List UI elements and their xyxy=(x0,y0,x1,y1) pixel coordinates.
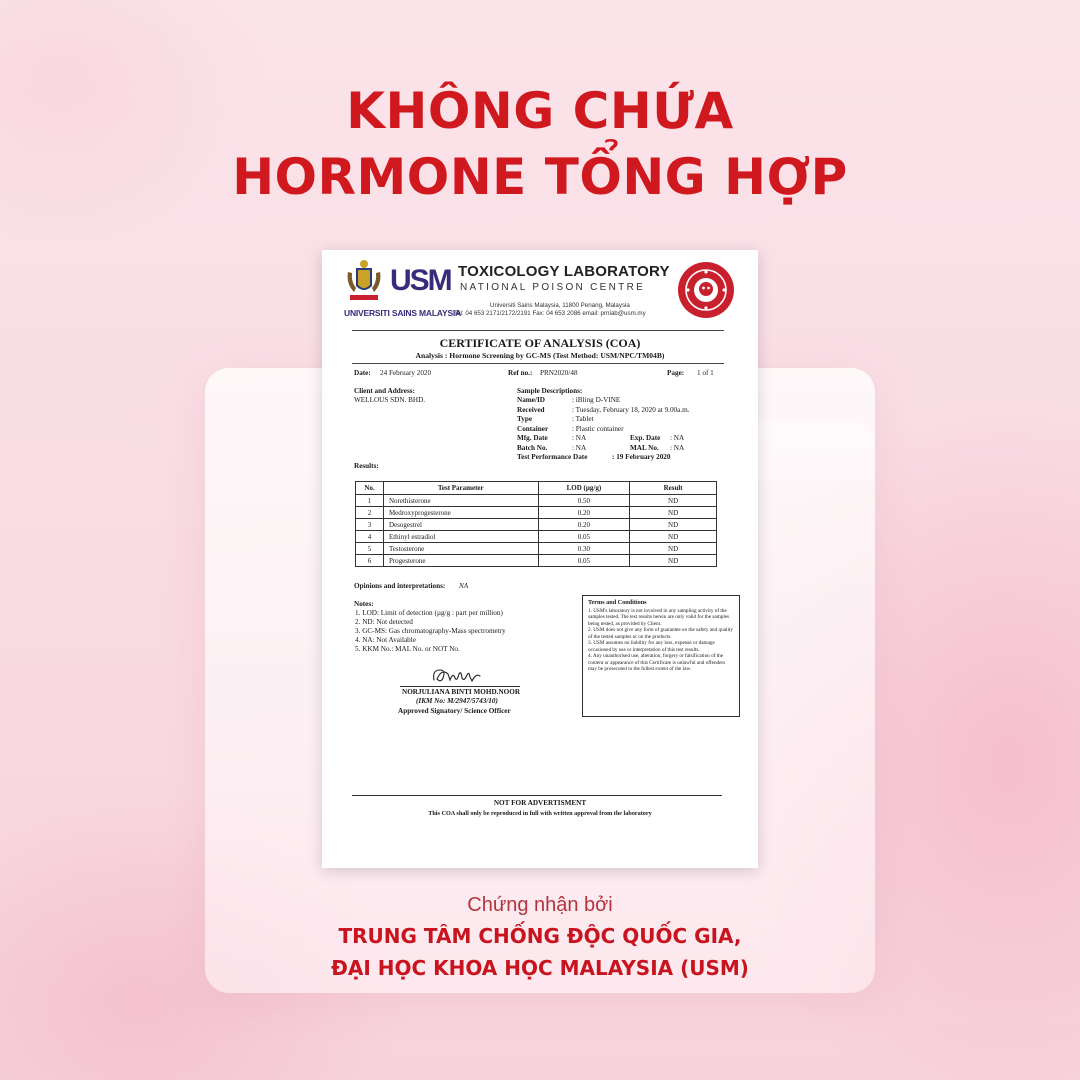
sample-heading: Sample Descriptions: xyxy=(517,387,583,395)
university-crest-icon xyxy=(344,258,384,304)
title-divider xyxy=(352,363,724,364)
note-item: 4. NA: Not Available xyxy=(355,636,416,644)
table-row xyxy=(356,531,717,543)
lab-address: Universiti Sains Malaysia, 11800 Penang, Malaysia xyxy=(490,302,630,309)
table-row xyxy=(356,495,717,507)
batch-label: Batch No. xyxy=(517,443,548,452)
terms-item: 3. USM assumes no liability for any loss, expense or damage occasioned by use or interpretation of this test results. xyxy=(588,640,715,653)
test-date-label: Test Performance Date xyxy=(517,453,588,461)
lod-value: 0.50 xyxy=(538,495,630,507)
row-number: 1 xyxy=(356,495,384,507)
university-name: UNIVERSITI SAINS MALAYSIA xyxy=(344,308,462,318)
table-header-row xyxy=(356,482,717,495)
table-row xyxy=(356,543,717,555)
result-value: ND xyxy=(630,495,717,507)
row-number: 6 xyxy=(356,555,384,567)
footer-title: NOT FOR ADVERTISMENT xyxy=(493,799,587,807)
table-row xyxy=(356,507,717,519)
test-parameter: Testosterone xyxy=(383,543,538,555)
lod-value: 0.20 xyxy=(538,507,630,519)
handwritten-signature xyxy=(430,664,482,686)
results-label: Results: xyxy=(354,462,379,470)
table-row xyxy=(356,519,717,531)
client-value: WELLOUS SDN. BHD. xyxy=(354,396,426,404)
batch-value: : NA xyxy=(572,443,587,452)
terms-and-conditions xyxy=(582,595,740,717)
signatory-ikm: (IKM No: M/2947/5743/10) xyxy=(416,697,498,705)
header-divider xyxy=(352,330,724,331)
result-value: ND xyxy=(630,531,717,543)
test-parameter: Norethisterone xyxy=(383,495,538,507)
row-number: 2 xyxy=(356,507,384,519)
mal-label: MAL No. xyxy=(630,443,659,452)
signature-line xyxy=(400,686,520,687)
type-label: Type xyxy=(517,415,533,423)
terms-item: 4. Any unauthorised use, alteration, forgery or falsification of the content or appearance of this Certificate is unlawful and offenders may be prosecuted to the fullest extent of the law. xyxy=(588,653,726,672)
result-value: ND xyxy=(630,519,717,531)
received-value: : Tuesday, February 18, 2020 at 9.00a.m. xyxy=(572,405,690,414)
headline-line-1: KHÔNG CHỨA xyxy=(346,82,734,140)
test-parameter: Ethinyl estradiol xyxy=(383,531,538,543)
terms-item: 2. USM does not give any form of guarantee on the safety and quality of the tested samples or on the products. xyxy=(588,627,733,640)
lab-contact: Tel: 04 653 2171/2172/2191 Fax: 04 653 2086 email: prnlab@usm.my xyxy=(454,310,646,317)
row-number: 3 xyxy=(356,519,384,531)
page-value: 1 of 1 xyxy=(697,369,714,377)
poison-centre-seal-icon xyxy=(678,262,734,318)
result-value: ND xyxy=(630,507,717,519)
mfg-date-label: Mfg. Date xyxy=(517,434,548,442)
lod-value: 0.05 xyxy=(538,531,630,543)
credit-org-line-1: TRUNG TÂM CHỐNG ĐỘC QUỐC GIA, xyxy=(338,924,742,948)
container-value: : Plastic container xyxy=(572,424,624,433)
coa-title: CERTIFICATE OF ANALYSIS (COA) xyxy=(439,336,641,350)
column-header: LOD (µg/g) xyxy=(538,482,630,495)
date-label: Date: xyxy=(354,369,371,377)
certification-credit xyxy=(205,890,875,984)
lod-value: 0.05 xyxy=(538,555,630,567)
row-number: 4 xyxy=(356,531,384,543)
row-number: 5 xyxy=(356,543,384,555)
note-item: 5. KKM No.: MAL No. or NOT No. xyxy=(355,645,460,653)
page-label: Page: xyxy=(667,369,685,377)
notes-label: Notes: xyxy=(354,600,374,608)
exp-date-label: Exp. Date xyxy=(630,434,661,442)
usm-logo: USM xyxy=(390,264,451,297)
client-label: Client and Address: xyxy=(354,387,415,395)
column-header: Result xyxy=(630,482,717,495)
opinions-label: Opinions and interpretations: xyxy=(354,582,446,590)
certificate-of-analysis xyxy=(322,250,758,868)
sample-name-value: : iBling D-VINE xyxy=(572,396,621,404)
mal-value: : NA xyxy=(670,443,685,452)
date-value: 24 February 2020 xyxy=(380,369,432,377)
column-header: Test Parameter xyxy=(383,482,538,495)
container-label: Container xyxy=(517,424,549,433)
mfg-date-value: : NA xyxy=(572,434,587,442)
credit-org-line-2: ĐẠI HỌC KHOA HỌC MALAYSIA (USM) xyxy=(331,956,749,980)
note-item: 1. LOD: Limit of detection (µg/g : part per million) xyxy=(355,609,503,617)
result-value: ND xyxy=(630,555,717,567)
results-table xyxy=(355,481,717,567)
lod-value: 0.30 xyxy=(538,543,630,555)
terms-heading: Terms and Conditions xyxy=(588,599,647,606)
table-row xyxy=(356,555,717,567)
column-header: No. xyxy=(356,482,384,495)
test-parameter: Medroxyprogesterone xyxy=(383,507,538,519)
type-value: : Tablet xyxy=(572,415,594,423)
test-date-value: : 19 February 2020 xyxy=(612,453,671,461)
opinions-value: NA xyxy=(459,582,469,590)
footer-divider xyxy=(352,795,722,796)
exp-date-value: : NA xyxy=(670,434,685,442)
received-label: Received xyxy=(517,405,545,414)
coa-subtitle: Analysis : Hormone Screening by GC-MS (Test Method: USM/NPC/TM04B) xyxy=(415,351,665,360)
note-item: 2. ND: Not detected xyxy=(355,618,413,626)
lab-title: TOXICOLOGY LABORATORY xyxy=(458,263,670,280)
ref-label: Ref no.: xyxy=(508,369,533,377)
result-value: ND xyxy=(630,543,717,555)
terms-item: 1. USM's laboratory is not involved in any sampling activity of the samples tested. The test results herein are only valid for the samples being tested, as provided by Client. xyxy=(588,607,730,627)
lab-subtitle: NATIONAL POISON CENTRE xyxy=(460,282,646,293)
credit-lead: Chứng nhận bởi xyxy=(467,894,613,916)
headline-line-2: HORMONE TỔNG HỢP xyxy=(232,148,848,206)
test-parameter: Desogestrel xyxy=(383,519,538,531)
signatory-role: Approved Signatory/ Science Officer xyxy=(398,707,511,715)
test-parameter: Progesterone xyxy=(383,555,538,567)
sample-name-label: Name/ID xyxy=(517,396,545,404)
note-item: 3. GC-MS: Gas chromatography-Mass spectrometry xyxy=(355,627,506,635)
signatory-name: NORJULIANA BINTI MOHD.NOOR xyxy=(402,688,521,696)
headline xyxy=(0,78,1080,210)
footer-note: This COA shall only be reproduced in full with written approval from the laboratory xyxy=(428,810,652,817)
ref-value: PRN2020/48 xyxy=(540,369,578,377)
lod-value: 0.20 xyxy=(538,519,630,531)
